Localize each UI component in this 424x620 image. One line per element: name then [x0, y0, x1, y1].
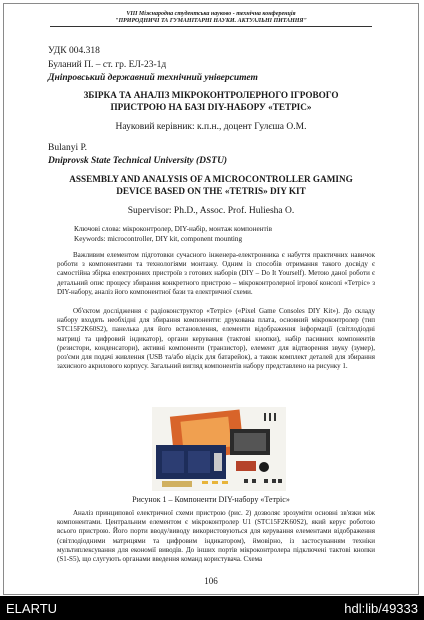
- title-en-line1: ASSEMBLY AND ANALYSIS OF A MICROCONTROLLER GAMING: [69, 174, 353, 184]
- university-en: Dniprovsk State Technical University (DSTU): [48, 156, 228, 166]
- title-en-line2: DEVICE BASED ON THE «TETRIS» DIY KIT: [116, 186, 306, 196]
- conference-header-line1: VIII Міжнародна студентська науково - технічна конференція: [126, 11, 296, 17]
- university-ua: Дніпровський державний технічний університет: [48, 73, 258, 83]
- handle-id: hdl:lib/49333: [344, 601, 418, 616]
- supervisor-ua: Науковий керівник: к.п.н., доцент Гулєша О.М.: [115, 122, 307, 132]
- author-en: Bulanyi P.: [48, 143, 88, 153]
- paragraph-3: Аналіз принципової електричної схеми пристрою (рис. 2) дозволяє зрозуміти основні зв'язки між компонентами. Центральним елементом є мікроконтролер U1 (STC15F2K60S2), який керує роботою всього пристрою. Його порти вводу/виводу використовуються для керування елементами відображення (світлодіодними матрицями та цифровим індикатором), ймовірно, із застосуванням техніки мультиплексування для економії виводів. До інших портів мікроконтролера підключені тактові кнопки (S1-S5), що слугують органами введення команд користувача. Схема: [57, 509, 375, 564]
- title-ua-line2: ПРИСТРОЮ НА БАЗІ DIY-НАБОРУ «ТЕТРІС»: [110, 102, 312, 112]
- repository-footer: [0, 596, 424, 620]
- supervisor-en: Supervisor: Ph.D., Assoc. Prof. Huliesha O.: [127, 206, 295, 216]
- title-ua: [44, 89, 378, 113]
- page: [3, 3, 419, 595]
- page-number: 106: [204, 576, 218, 586]
- paragraph-2: Об'єктом дослідження є радіоконструктор «Тетріс» («Pixel Game Consoles DIY Kit»). До складу набору входять необхідні для збирання компоненти: друкована плата, основний мікроконтролер (тип STC15F2K60S2), панелька для його встановлення, елементи відображення інформації (світлодіодні матриці та цифровий індикатор), органи керування (тактові кнопки), набір пасивних компонентів (резистори, конденсатори), активні компоненти (транзистор), елемент для відтворення звуку (зумер), роз'єми для подачі живлення (USB та/або відсік для батарейок), а також комплект деталей для збирання захисного акрилового корпусу. Загальний вигляд компонентів набору представлено на рисунку 1.: [57, 307, 375, 371]
- figure-kit-components-photo: [152, 407, 286, 491]
- figure-caption: Рисунок 1 – Компоненти DIY-набору «Тетріс»: [132, 495, 290, 504]
- udk-code: УДК 004.318: [48, 46, 100, 56]
- keywords-ua: Ключові слова: мікроконтролер, DIY-набір, монтаж компонентів: [74, 225, 273, 233]
- author-ua: Буланий П. – ст. гр. ЕЛ-23-1д: [48, 60, 167, 70]
- keywords-en: Keywords: microcontroller, DIY kit, component mounting: [74, 235, 243, 243]
- conference-header-line2: "ПРИРОДНИЧІ ТА ГУМАНІТАРНІ НАУКИ. АКТУАЛЬНІ ПИТАННЯ": [115, 18, 307, 24]
- paragraph-1: Важливим елементом підготовки сучасного інженера-електронника є набуття практичних навичок роботи з компонентами та технологіями монтажу. Одним із способів отримання такого досвіду є самостійна збірка електронних пристроїв з готових наборів (DIY – Do It Yourself). Метою даної роботи є детальний опис процесу збирання конкретного пристрою – мікроконтролерної ігрової консолі «Тетріс» з DIY-набору, аналіз його компонентної бази та електричної схеми.: [57, 251, 375, 296]
- header-divider: [50, 26, 372, 27]
- title-ua-line1: ЗБІРКА ТА АНАЛІЗ МІКРОКОНТРОЛЕРНОГО ІГРОВОГО: [83, 90, 339, 100]
- title-en: [44, 173, 378, 197]
- repository-name: ELARTU: [6, 601, 58, 616]
